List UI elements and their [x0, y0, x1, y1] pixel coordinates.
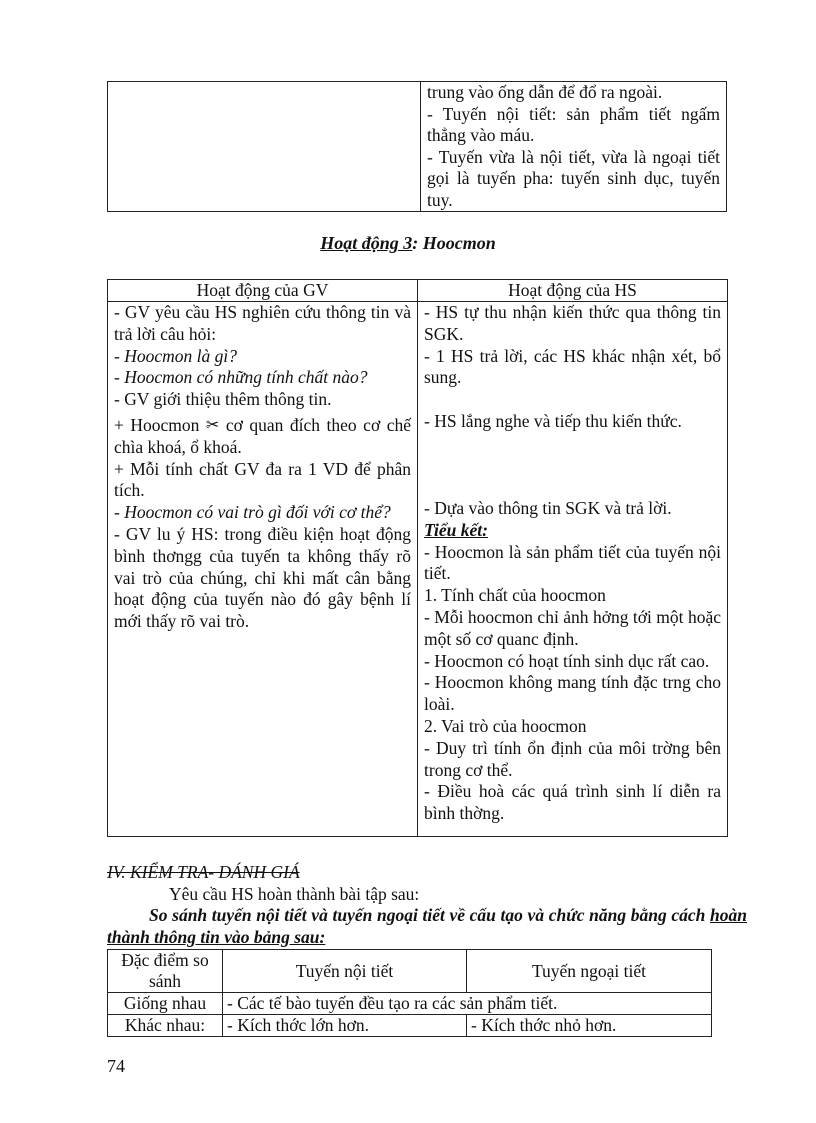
header-criteria: Đặc điểm so sánh: [108, 950, 223, 993]
table-row: [108, 302, 728, 837]
hs-line: - Hoocmon không mang tính đặc trng cho loài.: [424, 672, 721, 715]
header-endocrine: Tuyến nội tiết: [223, 950, 467, 993]
row-value-exocrine: - Kích thớc nhỏ hơn.: [467, 1015, 712, 1037]
hs-line: - HS tự thu nhận kiến thức qua thông tin SGK.: [424, 302, 721, 344]
hs-line: - Hoocmon có hoạt tính sinh dục rất cao.: [424, 650, 710, 671]
scissors-icon: ✂: [205, 416, 220, 434]
gv-question: - Hoocmon có vai trò gì đối với cơ thể?: [114, 502, 391, 523]
activity-heading: [0, 233, 816, 254]
gv-line-part: + Hoocmon: [114, 414, 206, 435]
hs-line: - 1 HS trả lời, các HS khác nhận xét, bổ sung.: [424, 345, 721, 388]
activity-colon: :: [412, 233, 419, 253]
section-task: [107, 905, 747, 948]
cell-hs-activities: [418, 302, 728, 837]
table-glands-continued: [107, 81, 727, 212]
row-label-diff: Khác nhau:: [108, 1015, 223, 1037]
gv-line-part: cơ quan đích theo cơ chế chìa khoá, ổ khoá.: [114, 414, 412, 457]
table-compare: [107, 949, 712, 1037]
section-heading: IV. KIỂM TRA- ĐÁNH GIÁ: [107, 862, 300, 882]
row-label-same: Giống nhau: [108, 993, 223, 1015]
gv-line: - GV lu ý HS: trong điều kiện hoạt động bình thơngg của tuyến ta không thấy rõ vai trò của chúng, chỉ khi mất cân bằng hoạt động của tuyến nào đó gây bệnh lí mới thấy rõ vai trò.: [114, 523, 411, 632]
gv-line: - GV yêu cầu HS nghiên cứu thông tin và trả lời câu hỏi:: [114, 302, 411, 344]
activity-topic: Hoocmon: [418, 233, 496, 253]
summary-heading: Tiểu kết:: [424, 519, 488, 540]
text-line: - Tuyến nội tiết: sản phẩm tiết ngấm thẳng vào máu.: [427, 103, 720, 145]
section-instruction: Yêu cầu HS hoàn thành bài tập sau:: [169, 883, 420, 904]
header-exocrine: Tuyến ngoại tiết: [467, 950, 712, 993]
gv-line: + Mỗi tính chất GV đa ra 1 VD để phân tích.: [114, 458, 411, 501]
hs-line: - Dựa vào thông tin SGK và trả lời.: [424, 497, 672, 518]
table-row: [108, 1015, 712, 1037]
cell-gv-activities: [108, 302, 418, 837]
row-value-same: - Các tế bào tuyến đều tạo ra các sản phẩm tiết.: [223, 993, 712, 1015]
hs-line: - Mỗi hoocmon chỉ ảnh hởng tới một hoặc một số cơ quanc định.: [424, 606, 721, 649]
task-text: So sánh tuyến nội tiết và tuyến ngoại tiết về cấu tạo và chức năng bằng cách: [149, 905, 711, 925]
gv-question: - Hoocmon có những tính chất nào?: [114, 367, 368, 388]
gv-question: - Hoocmon là gì?: [114, 345, 237, 366]
task-text-underlined: hoàn thành thông tin vào bảng sau:: [107, 905, 747, 947]
table-cell-glands: [421, 82, 727, 212]
hs-line: - Duy trì tính ổn định của môi trờng bên trong cơ thể.: [424, 737, 721, 780]
text-line: trung vào ống dẫn để đổ ra ngoài.: [427, 82, 663, 102]
hs-line: - Điều hoà các quá trình sinh lí diễn ra bình thờng.: [424, 781, 721, 824]
table-cell-empty: [108, 82, 421, 212]
header-gv: Hoạt động của GV: [108, 280, 418, 302]
gv-line: [114, 415, 411, 459]
hs-line: - HS lắng nghe và tiếp thu kiến thức.: [424, 411, 682, 432]
activity-label: Hoạt động 3: [320, 233, 413, 253]
hs-line: - Hoocmon là sản phẩm tiết của tuyến nội tiết.: [424, 541, 721, 584]
hs-line: 1. Tính chất của hoocmon: [424, 585, 606, 606]
table-row: [108, 993, 712, 1015]
gv-line: - GV giới thiệu thêm thông tin.: [114, 389, 332, 410]
hs-line: 2. Vai trò của hoocmon: [424, 715, 587, 736]
text-line: - Tuyến vừa là nội tiết, vừa là ngoại tiết gọi là tuyến pha: tuyến sinh dục, tuyến tuy.: [427, 146, 720, 210]
page-number: 74: [107, 1056, 125, 1076]
table-header-row: [108, 280, 728, 302]
row-value-endocrine: - Kích thớc lớn hơn.: [223, 1015, 467, 1037]
header-hs: Hoạt động của HS: [418, 280, 728, 302]
table-header-row: [108, 950, 712, 993]
section-assessment: [107, 862, 747, 948]
table-activity: [107, 279, 728, 837]
